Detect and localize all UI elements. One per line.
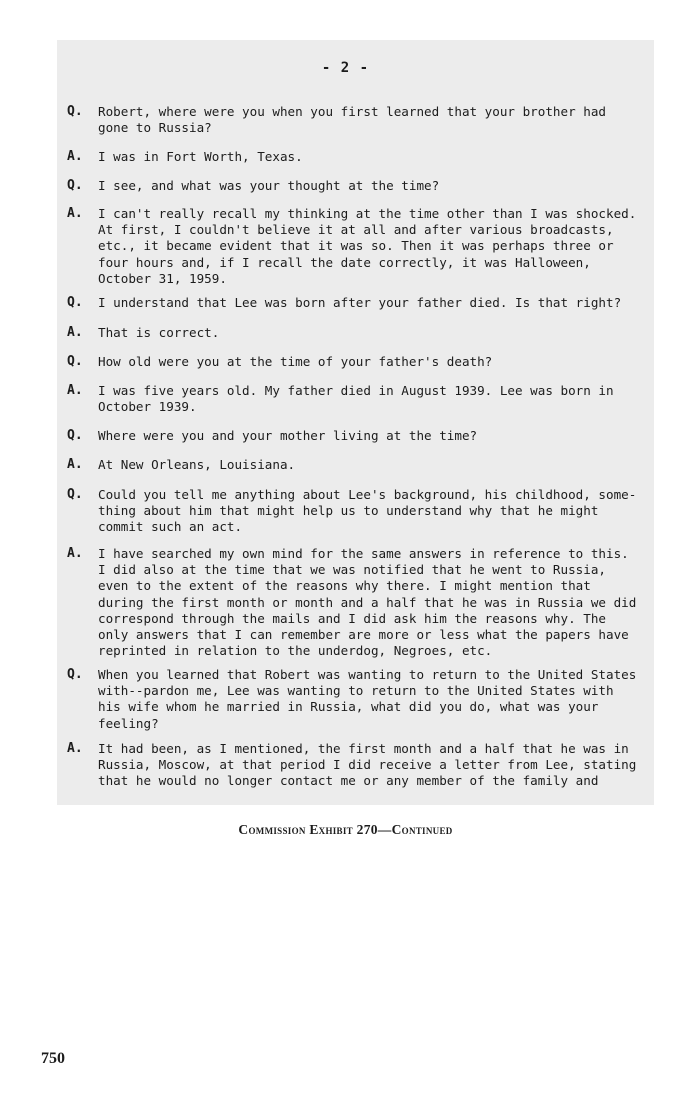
entry-text: I was five years old. My father died in August 1939. Lee was born in October 1939. — [98, 383, 614, 415]
speaker-label: Q. — [67, 667, 83, 682]
entry-text: It had been, as I mentioned, the first month and a half that he was in Russia, Moscow, at that period I did receive a letter from Lee, stating that he would no longer contact me or any member of the family and — [98, 741, 637, 789]
entry-text: Robert, where were you when you first learned that your brother had gone to Russia? — [98, 104, 606, 136]
entry-text: I have searched my own mind for the same answers in reference to this. I did also at the time that we was notified that he went to Russia, even to the extent of the reasons why there. I might mention that during the first month or month and a half that he was in Russia we did correspond through the mails and I did ask him the reasons why. The only answers that I can remember are more or less what the papers have reprinted in relation to the underdog, Negroes, etc. — [98, 546, 637, 659]
speaker-label: A. — [67, 325, 83, 340]
exhibit-caption: Commission Exhibit 270—Continued — [238, 822, 453, 837]
speaker-label: A. — [67, 149, 83, 164]
entry-text: Could you tell me anything about Lee's background, his childhood, some- thing about him that might help us to understand why that he might commit such an act. — [98, 487, 637, 535]
speaker-label: Q. — [67, 295, 83, 310]
qa-entry — [67, 457, 642, 473]
entry-text: When you learned that Robert was wanting to return to the United States with--pardon me, Lee was wanting to return to the United States with his wife whom he married in Russia, what did you do, what was your feeling? — [98, 667, 637, 731]
qa-entry — [67, 104, 642, 136]
entry-text: I was in Fort Worth, Texas. — [98, 149, 303, 164]
speaker-label: A. — [67, 457, 83, 472]
qa-entry — [67, 149, 642, 165]
speaker-label: A. — [67, 206, 83, 221]
entry-text: At New Orleans, Louisiana. — [98, 457, 296, 472]
qa-entry — [67, 206, 642, 287]
qa-entry — [67, 354, 642, 370]
speaker-label: Q. — [67, 428, 83, 443]
speaker-label: Q. — [67, 354, 83, 369]
entry-text: I can't really recall my thinking at the time other than I was shocked. At first, I couldn't believe it at all and after various broadcasts, etc., it became evident that it was so. Then it was perhaps three or four hours and, if I recall the date correctly, it was Halloween, October 31, 1959. — [98, 206, 637, 286]
qa-entry — [67, 428, 642, 444]
qa-entry — [67, 178, 642, 194]
qa-entry — [67, 667, 642, 732]
entry-text: I see, and what was your thought at the time? — [98, 178, 440, 193]
entry-text: Where were you and your mother living at the time? — [98, 428, 478, 443]
entry-text: How old were you at the time of your father's death? — [98, 354, 493, 369]
qa-entry — [67, 295, 642, 311]
qa-entry — [67, 325, 642, 341]
speaker-label: A. — [67, 383, 83, 398]
speaker-label: Q. — [67, 178, 83, 193]
speaker-label: Q. — [67, 104, 83, 119]
speaker-label: Q. — [67, 487, 83, 502]
qa-entry — [67, 741, 642, 790]
qa-entry — [67, 546, 642, 659]
qa-entry — [67, 383, 642, 415]
entry-text: I understand that Lee was born after your father died. Is that right? — [98, 295, 622, 310]
folio-page-number: 750 — [41, 1050, 65, 1067]
speaker-label: A. — [67, 741, 83, 756]
entry-text: That is correct. — [98, 325, 220, 340]
qa-entry — [67, 487, 642, 536]
page-number: - 2 - — [321, 60, 370, 76]
speaker-label: A. — [67, 546, 83, 561]
